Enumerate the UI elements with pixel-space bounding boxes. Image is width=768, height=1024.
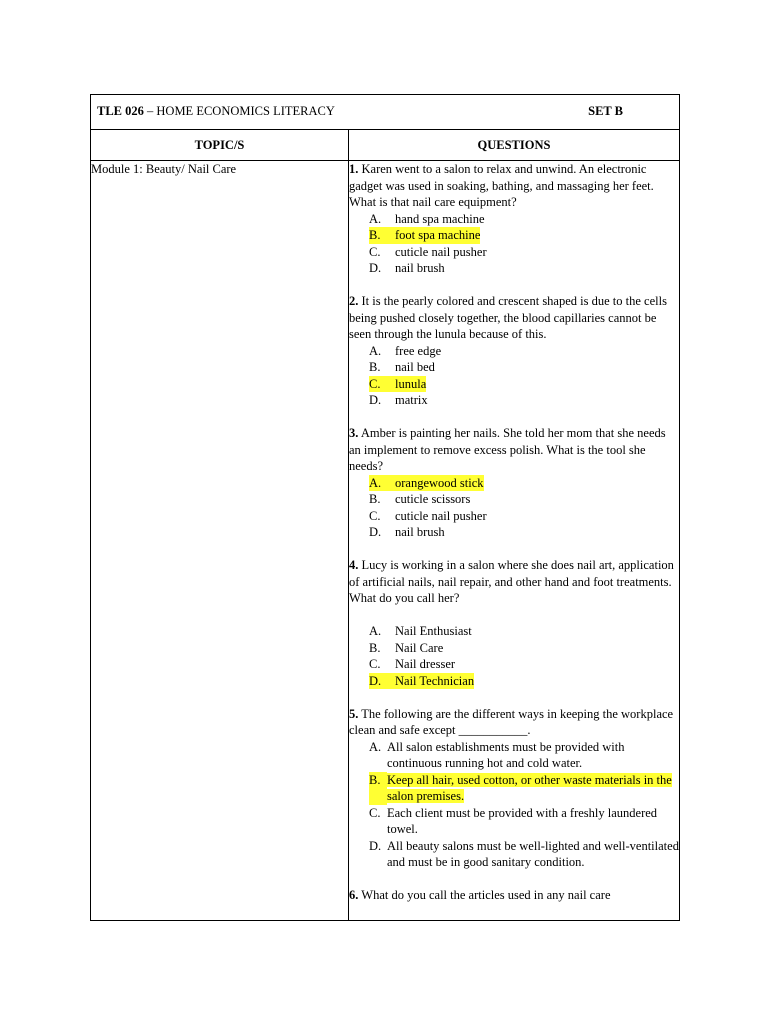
option-letter: C. bbox=[369, 376, 395, 393]
option-letter: B. bbox=[369, 772, 387, 805]
option-letter: C. bbox=[369, 657, 381, 671]
option-letter: B. bbox=[369, 640, 381, 655]
topic-column-header: TOPIC/S bbox=[91, 130, 349, 161]
option-d bbox=[369, 524, 679, 541]
question-number: 2. bbox=[349, 294, 359, 308]
question-6 bbox=[349, 887, 679, 904]
option-a bbox=[369, 739, 679, 772]
question-number: 4. bbox=[349, 558, 359, 572]
option-text: nail brush bbox=[395, 525, 445, 539]
option-c bbox=[369, 376, 679, 393]
option-letter: A. bbox=[369, 211, 382, 226]
option-c bbox=[369, 508, 679, 525]
option-letter: A. bbox=[369, 475, 395, 492]
question-stem bbox=[349, 425, 679, 475]
option-a bbox=[369, 211, 679, 228]
spacer bbox=[349, 607, 679, 624]
question-number: 6. bbox=[349, 888, 359, 902]
topic-cell: Module 1: Beauty/ Nail Care bbox=[91, 161, 349, 921]
question-2 bbox=[349, 293, 679, 409]
option-letter: B. bbox=[369, 227, 395, 244]
exam-header bbox=[91, 95, 680, 130]
answer-highlight bbox=[387, 772, 679, 805]
option-letter: A. bbox=[369, 343, 382, 358]
option-c bbox=[369, 244, 679, 261]
questions-cell bbox=[349, 161, 680, 921]
option-letter: D. bbox=[369, 673, 395, 690]
option-text: cuticle nail pusher bbox=[395, 508, 487, 523]
option-letter: A. bbox=[369, 739, 382, 754]
option-letter: C. bbox=[369, 805, 381, 820]
exam-title bbox=[97, 104, 335, 119]
option-list bbox=[349, 343, 679, 409]
option-text: hand spa machine bbox=[395, 211, 485, 226]
question-stem bbox=[349, 161, 679, 211]
option-list bbox=[349, 739, 679, 871]
exam-table bbox=[90, 94, 680, 921]
question-text: It is the pearly colored and crescent shaped is due to the cells being pushed closely together, the blood capillaries cannot be seen through the lunula because of this. bbox=[349, 294, 667, 341]
option-b bbox=[369, 491, 679, 508]
question-text: Karen went to a salon to relax and unwind. An electronic gadget was used in soaking, bathing, and massaging her feet. What is that nail care equipment? bbox=[349, 162, 654, 209]
option-text: cuticle nail pusher bbox=[395, 244, 487, 259]
question-stem bbox=[349, 293, 679, 343]
option-text: Nail Care bbox=[395, 640, 444, 655]
option-a bbox=[369, 623, 679, 640]
option-text: Keep all hair, used cotton, or other waste materials in the salon premises. bbox=[387, 772, 672, 803]
answer-highlight: foot spa machine bbox=[395, 228, 481, 242]
option-letter: D. bbox=[369, 525, 382, 539]
option-text: nail brush bbox=[395, 261, 445, 275]
option-d bbox=[369, 260, 679, 277]
course-code: TLE 026 bbox=[97, 104, 144, 118]
option-list bbox=[349, 211, 679, 277]
option-letter: A. bbox=[369, 624, 382, 638]
option-letter: D. bbox=[369, 261, 382, 275]
title-dash: – bbox=[143, 104, 157, 118]
option-d bbox=[369, 838, 679, 871]
option-letter: D. bbox=[369, 393, 382, 407]
answer-highlight: Nail Technician bbox=[395, 673, 475, 688]
option-d bbox=[369, 392, 679, 409]
option-b bbox=[369, 359, 679, 376]
question-text: What do you call the articles used in any nail care bbox=[361, 888, 611, 902]
subject-name: HOME ECONOMICS LITERACY bbox=[156, 104, 335, 118]
option-text: nail bed bbox=[395, 360, 435, 374]
option-text: matrix bbox=[395, 393, 428, 407]
set-label: SET B bbox=[588, 104, 623, 118]
option-list bbox=[349, 623, 679, 689]
option-text: Nail dresser bbox=[395, 657, 456, 671]
option-text: All beauty salons must be well-lighted and well-ventilated and must be in good sanitary condition. bbox=[387, 838, 679, 869]
question-text: Lucy is working in a salon where she does nail art, application of artificial nails, nail repair, and other hand and foot treatments. What do you call her? bbox=[349, 558, 674, 605]
question-3 bbox=[349, 425, 679, 541]
question-stem bbox=[349, 887, 679, 904]
option-letter: C. bbox=[369, 244, 381, 259]
question-number: 5. bbox=[349, 706, 359, 721]
option-letter: B. bbox=[369, 492, 381, 506]
option-letter: D. bbox=[369, 838, 382, 853]
option-b bbox=[369, 640, 679, 657]
option-text: cuticle scissors bbox=[395, 492, 471, 506]
question-number: 1. bbox=[349, 162, 359, 176]
answer-highlight: lunula bbox=[395, 376, 427, 391]
question-stem bbox=[349, 706, 679, 739]
question-1 bbox=[349, 161, 679, 277]
option-list bbox=[349, 475, 679, 541]
option-letter: B. bbox=[369, 360, 381, 374]
option-text: free edge bbox=[395, 343, 442, 358]
option-c bbox=[369, 656, 679, 673]
questions-column-header: QUESTIONS bbox=[349, 130, 680, 161]
option-text: Each client must be provided with a freshly laundered towel. bbox=[387, 805, 658, 836]
option-a bbox=[369, 343, 679, 360]
option-text: Nail Enthusiast bbox=[395, 624, 472, 638]
option-text: All salon establishments must be provided with continuous running hot and cold water. bbox=[387, 739, 625, 770]
option-b bbox=[369, 227, 679, 244]
answer-highlight: orangewood stick bbox=[395, 475, 484, 490]
option-b bbox=[369, 772, 679, 805]
question-stem bbox=[349, 557, 679, 607]
option-d bbox=[369, 673, 679, 690]
option-a bbox=[369, 475, 679, 492]
question-text: Amber is painting her nails. She told her mom that she needs an implement to remove excess polish. What is the tool she needs? bbox=[349, 426, 666, 473]
question-number: 3. bbox=[349, 426, 359, 440]
question-text: The following are the different ways in keeping the workplace clean and safe except ___________. bbox=[349, 706, 674, 737]
question-4 bbox=[349, 557, 679, 689]
option-c bbox=[369, 805, 679, 838]
question-5 bbox=[349, 706, 679, 871]
option-letter: C. bbox=[369, 508, 381, 523]
